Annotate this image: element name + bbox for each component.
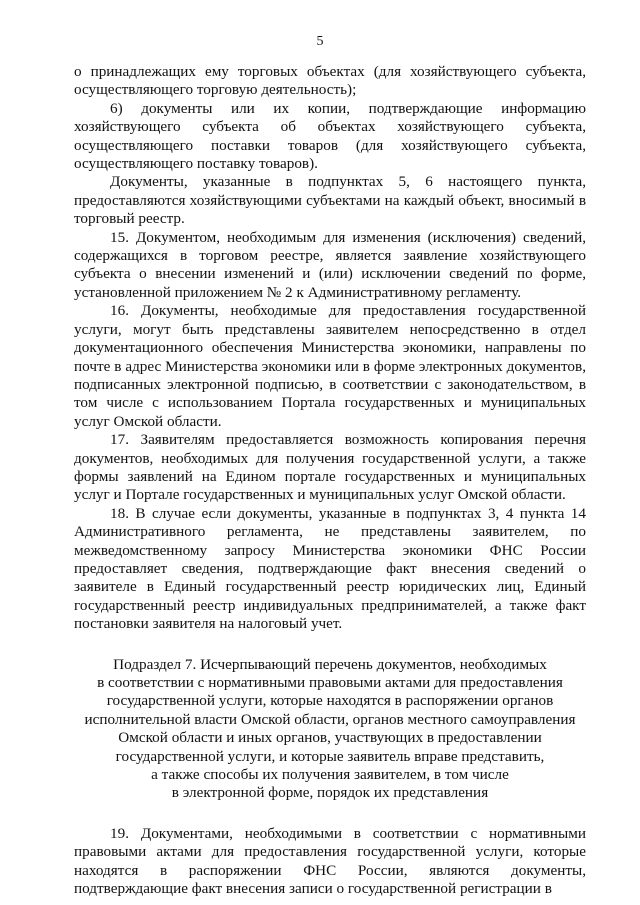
heading-line: в соответствии с нормативными правовыми актами для предоставления	[97, 674, 563, 691]
paragraph-17: 17. Заявителям предоставляется возможность копирования перечня документов, необходимых для получения государственной услуги, а также формы заявлений на Едином портале государственных и муниципальных услуг и Портале государственных и муниципальных услуг Омской области.	[74, 431, 586, 504]
paragraph-item-6: 6) документы или их копии, подтверждающие информацию хозяйствующего субъекта об объектах хозяйствующего субъекта, осуществляющего поставки товаров (для хозяйствующего субъекта, осуществляющего поставку товаров).	[74, 99, 586, 173]
paragraph-16: 16. Документы, необходимые для предоставления государственной услуги, могут быть представлены заявителем непосредственно в отдел документационного обеспечения Министерства экономики, направлены по почте в адрес Министерства экономики или в форме электронных документов, подписанных электронной подписью, в соответствии с законодательством, в том числе с использованием Портала государственных и муниципальных услуг Омской области.	[74, 302, 586, 430]
paragraph-documents-note: Документы, указанные в подпунктах 5, 6 настоящего пункта, предоставляются хозяйствующими субъектами на каждый объект, вносимый в торговый реестр.	[74, 173, 586, 228]
heading-line: исполнительной власти Омской области, органов местного самоуправления	[84, 710, 576, 728]
heading-line: в электронной форме, порядок их представления	[171, 784, 489, 802]
heading-line: государственной услуги, которые находятся в распоряжении органов	[106, 692, 554, 710]
heading-line: а также способы их получения заявителем, в том числе	[151, 766, 509, 784]
heading-line: Омской области и иных органов, участвующих в предоставлении	[118, 729, 542, 747]
page-number: 5	[316, 34, 324, 49]
heading-line: Подраздел 7. Исчерпывающий перечень документов, необходимых	[113, 655, 547, 673]
paragraph-18: 18. В случае если документы, указанные в подпунктах 3, 4 пункта 14 Административного регламента, не представлены заявителем, по межведомственному запросу Министерства экономики ФНС России предоставляет сведения, подтверждающие факт внесения сведений о заявителе в Единый государственный реестр юридических лиц, Единый государственный реестр индивидуальных предпринимателей, а также факт постановки заявителя на налоговый учет.	[74, 504, 586, 633]
document-body	[74, 63, 586, 898]
paragraph-19: 19. Документами, необходимыми в соответствии с нормативными правовыми актами для предоставления государственной услуги, которые находятся в распоряжении ФНС России, являются документы, подтверждающие факт внесения записи о государственной регистрации в	[74, 824, 586, 898]
paragraph-continuation: о принадлежащих ему торговых объектах (для хозяйствующего субъекта, осуществляющего торговую деятельность);	[74, 63, 586, 99]
paragraph-15: 15. Документом, необходимым для изменения (исключения) сведений, содержащихся в торговом реестре, является заявление хозяйствующего субъекта о внесении изменений и (или) исключении сведений по форме, установленной приложением № 2 к Административному регламенту.	[74, 228, 586, 301]
subsection-heading	[74, 656, 586, 803]
heading-line: государственной услуги, и которые заявитель вправе представить,	[115, 747, 545, 765]
